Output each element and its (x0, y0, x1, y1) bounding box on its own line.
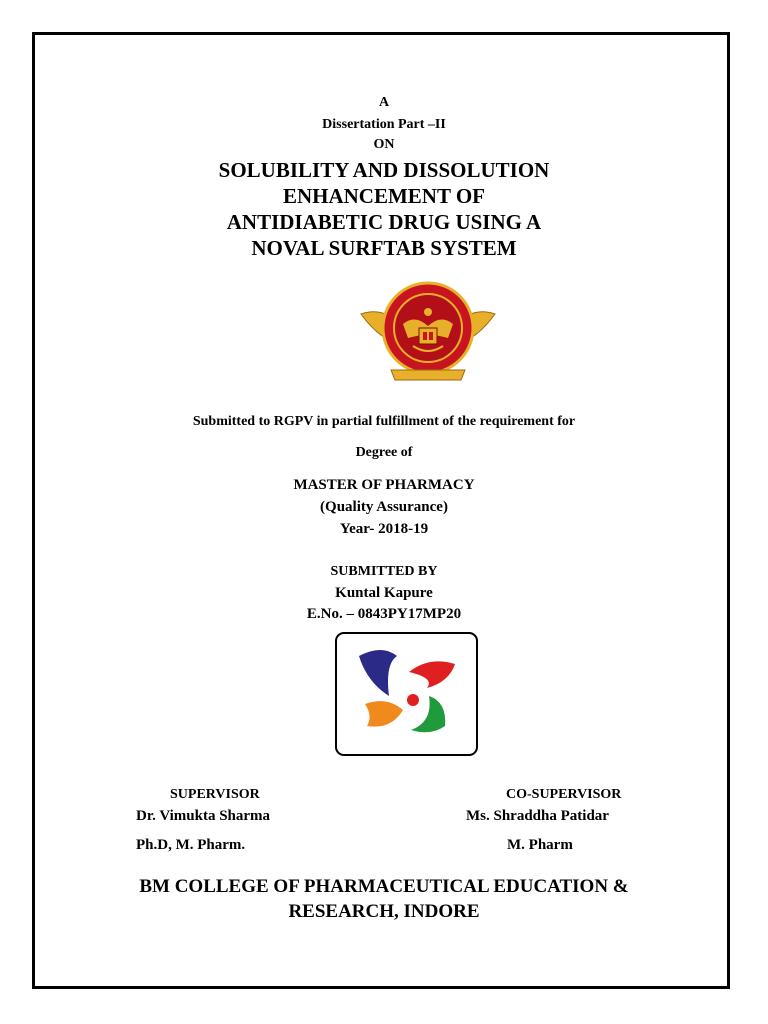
institution-line-1: BM COLLEGE OF PHARMACEUTICAL EDUCATION & (139, 876, 629, 897)
title-line-3: ANTIDIABETIC DRUG USING A (226, 210, 542, 234)
supervisor-heading: SUPERVISOR (170, 787, 260, 802)
specialization: (Quality Assurance) (320, 499, 448, 515)
supervisor-name: Dr. Vimukta Sharma (136, 808, 271, 824)
submission-statement: Submitted to RGPV in partial fulfillment of the requirement for (192, 414, 576, 429)
co-supervisor-qualification: M. Pharm (507, 837, 573, 853)
supervisor-qualification: Ph.D, M. Pharm. (136, 837, 246, 853)
college-logo (335, 632, 478, 756)
enrollment-number: E.No. – 0843PY17MP20 (306, 606, 462, 622)
author-name: Kuntal Kapure (335, 585, 433, 601)
dissertation-part: Dissertation Part –II (322, 117, 446, 132)
degree-of: Degree of (355, 445, 413, 460)
college-logo-icon (337, 634, 476, 754)
header-on: ON (373, 137, 395, 152)
header-a: A (378, 95, 390, 110)
co-supervisor-heading: CO-SUPERVISOR (506, 787, 622, 802)
title-line-4: NOVAL SURFTAB SYSTEM (251, 236, 517, 260)
title-line-1: SOLUBILITY AND DISSOLUTION (218, 158, 550, 182)
institution-line-2: RESEARCH, INDORE (288, 901, 480, 922)
degree-name: MASTER OF PHARMACY (293, 477, 475, 493)
title-line-2: ENHANCEMENT OF (282, 184, 486, 208)
academic-year: Year- 2018-19 (339, 521, 429, 537)
co-supervisor-name: Ms. Shraddha Patidar (466, 808, 609, 824)
university-seal-icon (353, 276, 503, 386)
submitted-by-heading: SUBMITTED BY (330, 564, 438, 579)
